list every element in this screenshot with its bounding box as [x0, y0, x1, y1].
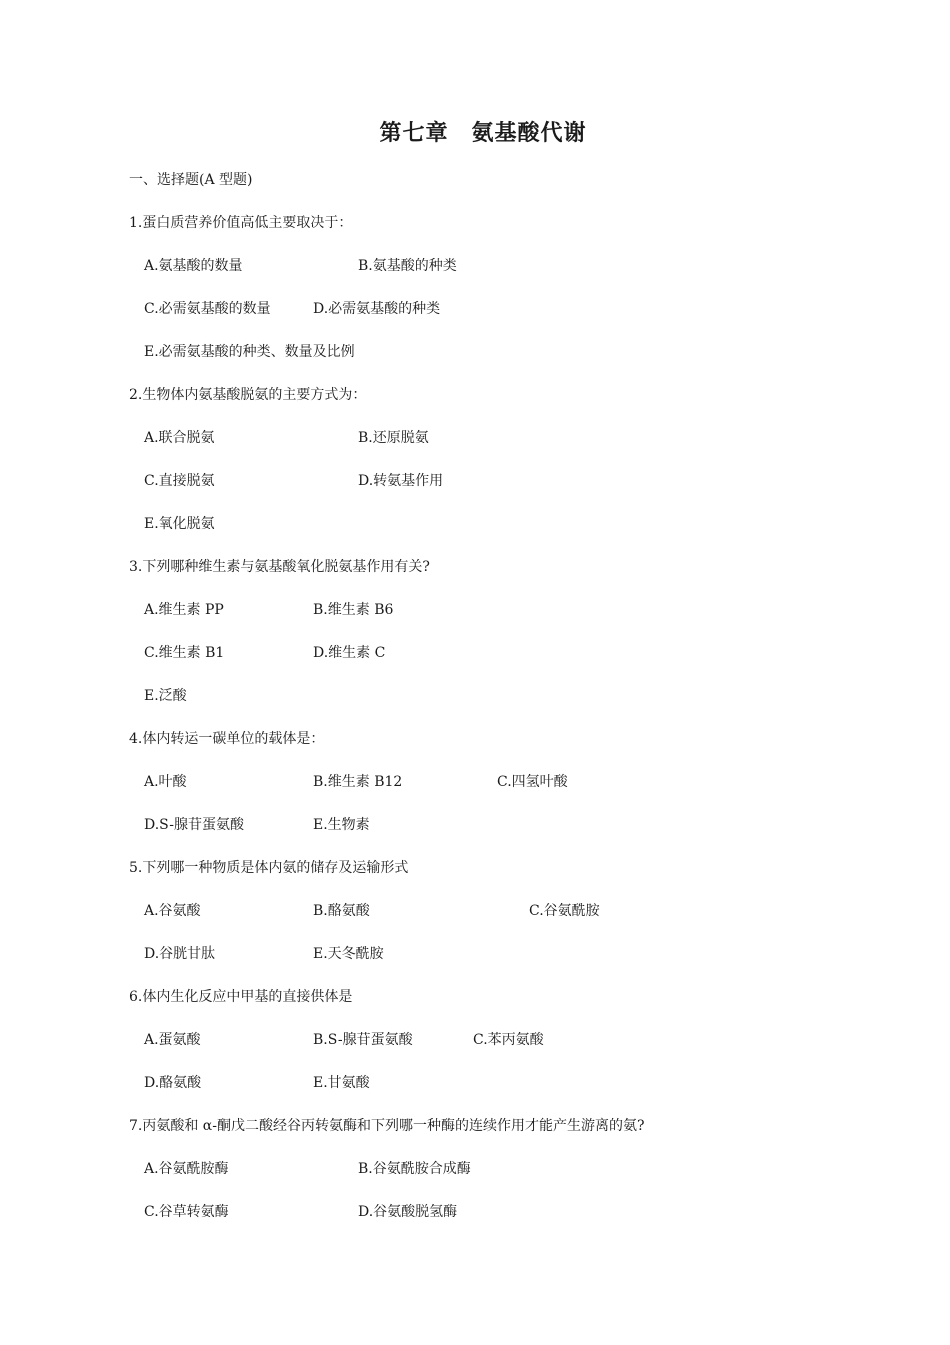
question-1-option-a: A.氨基酸的数量: [144, 258, 243, 274]
question-1-option-c: C.必需氨基酸的数量: [144, 301, 271, 317]
question-3-option-d: D.维生素 C: [313, 645, 386, 661]
question-5-option-d: D.谷胱甘肽: [144, 946, 216, 962]
question-5-option-a: A.谷氨酸: [144, 903, 201, 919]
question-6-option-b: B.S-腺苷蛋氨酸: [313, 1032, 413, 1048]
question-2-option-e: E.氧化脱氨: [144, 516, 215, 532]
question-5-option-b: B.酪氨酸: [313, 903, 370, 919]
question-4-option-c: C.四氢叶酸: [497, 774, 568, 790]
question-2-option-b: B.还原脱氨: [358, 430, 429, 446]
question-2-option-c: C.直接脱氨: [144, 473, 215, 489]
question-7-option-c: C.谷草转氨酶: [144, 1204, 229, 1220]
question-1-option-d: D.必需氨基酸的种类: [313, 301, 441, 317]
question-6-stem: 6.体内生化反应中甲基的直接供体是: [129, 989, 353, 1005]
page-title: 第七章 氨基酸代谢: [379, 121, 587, 146]
section-heading: 一、选择题(A 型题): [129, 172, 253, 188]
question-2-option-a: A.联合脱氨: [144, 430, 215, 446]
question-4-option-b: B.维生素 B12: [313, 774, 403, 790]
question-1-option-e: E.必需氨基酸的种类、数量及比例: [144, 344, 355, 360]
question-5-option-c: C.谷氨酰胺: [529, 903, 600, 919]
question-4-option-a: A.叶酸: [144, 774, 187, 790]
question-6-option-e: E.甘氨酸: [313, 1075, 370, 1091]
question-5-option-e: E.天冬酰胺: [313, 946, 384, 962]
question-1-option-b: B.氨基酸的种类: [358, 258, 457, 274]
question-1-stem: 1.蛋白质营养价值高低主要取决于：: [129, 215, 353, 231]
question-3-option-c: C.维生素 B1: [144, 645, 225, 661]
question-2-option-d: D.转氨基作用: [358, 473, 444, 489]
question-6-option-d: D.酪氨酸: [144, 1075, 202, 1091]
question-5-stem: 5.下列哪一种物质是体内氨的储存及运输形式: [129, 860, 409, 876]
question-7-option-d: D.谷氨酸脱氢酶: [358, 1204, 458, 1220]
question-6-option-c: C.苯丙氨酸: [473, 1032, 544, 1048]
question-3-option-a: A.维生素 PP: [144, 602, 224, 618]
question-7-option-b: B.谷氨酰胺合成酶: [358, 1161, 471, 1177]
question-4-option-d: D.S-腺苷蛋氨酸: [144, 817, 245, 833]
question-3-option-e: E.泛酸: [144, 688, 187, 704]
question-4-option-e: E.生物素: [313, 817, 370, 833]
question-3-stem: 3.下列哪种维生素与氨基酸氧化脱氨基作用有关?: [129, 559, 430, 575]
question-3-option-b: B.维生素 B6: [313, 602, 394, 618]
question-4-stem: 4.体内转运一碳单位的载体是：: [129, 731, 325, 747]
question-6-option-a: A.蛋氨酸: [144, 1032, 201, 1048]
question-2-stem: 2.生物体内氨基酸脱氨的主要方式为：: [129, 387, 367, 403]
question-7-option-a: A.谷氨酰胺酶: [144, 1161, 229, 1177]
question-7-stem: 7.丙氨酸和 α-酮戊二酸经谷丙转氨酶和下列哪一种酶的连续作用才能产生游离的氨?: [129, 1118, 645, 1134]
